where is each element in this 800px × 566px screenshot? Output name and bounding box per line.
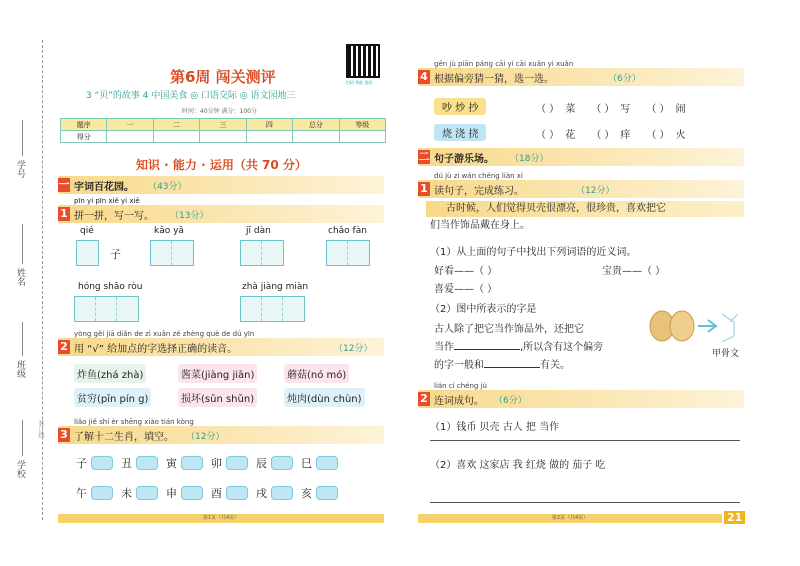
q1-writing-box[interactable] — [76, 240, 99, 266]
fill-line — [22, 120, 23, 156]
section1-badge: 一 — [58, 178, 70, 191]
zodiac-blank[interactable] — [226, 456, 248, 470]
binding-cut-mark: 装订线 — [37, 420, 44, 438]
zodiac-row-1 — [76, 455, 338, 471]
s2q1-part1: （1）从上面的句子中找出下列词语的近义词。 — [430, 247, 637, 258]
q4-score: （6分） — [608, 74, 641, 84]
section2-badge: 二 — [418, 150, 430, 163]
s2q1-score: （12分） — [576, 186, 615, 196]
s2q2-pinyin: lián cí chéng jù — [434, 382, 487, 390]
s2q2-line-2: （2）喜欢 这家店 我 红烧 做的 茄子 吃 — [430, 460, 606, 471]
score-cell[interactable] — [107, 131, 153, 143]
figure-caption: 甲骨文 — [712, 349, 740, 359]
zodiac-char: 亥 — [301, 487, 312, 500]
zodiac-char: 未 — [121, 487, 132, 500]
s2q1-part2: （2）图中所表示的字是 — [430, 304, 537, 315]
binding-margin — [0, 0, 48, 566]
fill-line — [22, 420, 23, 456]
s2q1-part2-line3-lead: 的字一般和 — [434, 360, 484, 371]
page-footer-right: 第2页（共4页） — [418, 514, 722, 523]
q1-given-char: 子 — [110, 248, 121, 261]
zodiac-blank[interactable] — [316, 456, 338, 470]
fill-line — [22, 224, 23, 264]
page-title: 第6周 闯关测评 — [170, 68, 276, 86]
score-cell[interactable] — [293, 131, 339, 143]
binding-label-name: 姓名 — [15, 268, 25, 286]
q4-blank[interactable]: （ ） — [536, 130, 560, 141]
q1-pinyin-hongshaorou: hóng shāo ròu — [78, 282, 143, 292]
q4-word: 菜 — [565, 104, 576, 115]
s2q1-blank[interactable] — [454, 349, 520, 350]
q4-row-2 — [536, 126, 686, 141]
section1-title: 字词百花园。 — [74, 182, 134, 193]
score-row-label: 得分 — [61, 131, 107, 143]
q4-blank[interactable]: （ ） — [591, 104, 615, 115]
q1-writing-box[interactable] — [240, 240, 284, 266]
s2q2-number: 2 — [418, 392, 430, 406]
qr-caption: 扫码 智能 批改 — [346, 80, 373, 85]
q4-word: 花 — [565, 130, 576, 141]
s2q2-score: （6分） — [494, 396, 527, 406]
q2-score: （12分） — [334, 344, 373, 354]
s2q1-number: 1 — [418, 182, 430, 196]
q1-writing-box[interactable] — [150, 240, 194, 266]
q1-pinyin-chaofan: chǎo fàn — [328, 226, 367, 236]
zodiac-char: 申 — [166, 487, 177, 500]
q2-choice[interactable]: 炖肉(dùn chùn) — [284, 388, 365, 407]
section1-score: （43分） — [148, 182, 187, 192]
qr-code-icon[interactable] — [346, 44, 380, 78]
q2-choice[interactable]: 贫穷(pīn pín g) — [74, 388, 151, 407]
score-cell[interactable] — [246, 131, 292, 143]
q1-pinyin-qie: qié — [80, 226, 94, 236]
q1-number: 1 — [58, 207, 70, 221]
score-cell[interactable] — [153, 131, 199, 143]
q4-blank[interactable]: （ ） — [591, 130, 615, 141]
s2q2-line-1: （1）钱币 贝壳 古人 把 当作 — [430, 422, 560, 433]
q3-number: 3 — [58, 428, 70, 442]
passage-line-1: 古时候，人们觉得贝壳很漂亮，很珍贵，喜欢把它 — [446, 203, 666, 214]
score-table-head: 四 — [246, 119, 292, 131]
answer-line[interactable] — [430, 502, 740, 503]
page-number-badge: 21 — [724, 511, 745, 524]
q1-pinyin: pīn yi pīn xiě yi xiě — [74, 197, 140, 205]
q1-pinyin-zhajiangmian: zhà jiàng miàn — [242, 282, 309, 292]
binding-label-student-id: 学号 — [15, 160, 25, 178]
q4-pinyin: gēn jù piān páng cāi yi cāi xuǎn yi xuǎn — [434, 60, 574, 68]
page-right — [412, 0, 748, 566]
score-table-head: 二 — [153, 119, 199, 131]
binding-label-class: 班级 — [15, 360, 25, 378]
q2-text: 用 “√” 给加点的字选择正确的读音。 — [74, 344, 238, 355]
lesson-subtitle: 3 “贝”的故事 4 中国美食 ◎ 口语交际 ◎ 语文园地三 — [86, 91, 296, 101]
q1-writing-box[interactable] — [74, 296, 139, 322]
zodiac-char: 子 — [76, 457, 87, 470]
zodiac-char: 巳 — [301, 457, 312, 470]
section-banner: 知识 · 能力 · 运用（共 70 分） — [136, 158, 307, 172]
q4-word: 写 — [620, 104, 631, 115]
s2q1-part2-line2-tail: ,所以含有这个偏旁 — [520, 342, 604, 353]
q4-text: 根据偏旁猜一猜，选一选。 — [434, 74, 554, 85]
q1-text: 拼一拼，写一写。 — [74, 211, 154, 222]
score-cell[interactable] — [339, 131, 385, 143]
score-table-head: 等级 — [339, 119, 385, 131]
s2q1-part2-line2-lead: 当作 — [434, 342, 454, 353]
q3-score: （12分） — [186, 432, 225, 442]
s2q1-part2-line3 — [434, 356, 570, 371]
page-footer-left: 第1页（共4页） — [58, 514, 384, 523]
zodiac-blank[interactable] — [226, 486, 248, 500]
q1-score: （13分） — [170, 211, 209, 221]
q4-blank[interactable]: （ ） — [536, 104, 560, 115]
q2-choice[interactable]: 蘑菇(nó mó) — [284, 364, 349, 383]
section2-title: 句子游乐场。 — [434, 154, 494, 165]
passage-line-2: 们当作饰品戴在身上。 — [430, 220, 530, 231]
zodiac-blank[interactable] — [271, 486, 293, 500]
s2q1-synonym-c[interactable]: 喜爱——（ ） — [434, 284, 498, 295]
shell-figure-icon — [638, 306, 744, 350]
q4-word: 闹 — [675, 104, 686, 115]
zodiac-blank[interactable] — [136, 486, 158, 500]
zodiac-char: 午 — [76, 487, 87, 500]
q2-pinyin: yòng gěi jiā diǎn de zì xuǎn zé zhèng què de dú yīn — [74, 330, 255, 338]
cut-line — [42, 40, 43, 520]
q1-writing-box[interactable] — [240, 296, 305, 322]
test-meta: 时间：40分钟 满分：100分 — [182, 108, 257, 115]
s2q1-part2-line3-tail: 有关。 — [540, 360, 570, 371]
fill-line — [22, 322, 23, 356]
s2q2-text: 连词成句。 — [434, 396, 484, 407]
answer-line[interactable] — [430, 440, 740, 441]
s2q1-synonym-b[interactable]: 宝贵——（ ） — [602, 266, 666, 277]
q1-pinyin-kaoya: kǎo yā — [154, 226, 184, 236]
q4-row-1 — [536, 100, 686, 115]
score-table-head: 三 — [200, 119, 246, 131]
q4-word: 痒 — [620, 130, 631, 141]
q2-number: 2 — [58, 340, 70, 354]
q2-choice[interactable]: 酱菜(jiàng jiān) — [178, 364, 257, 383]
zodiac-char: 酉 — [211, 487, 222, 500]
s2q1-pinyin: dú jù zi wán chéng liàn xí — [434, 172, 523, 180]
q4-word: 火 — [675, 130, 686, 141]
q1-pinyin-jidan: jī dàn — [246, 226, 271, 236]
q4-blank[interactable]: （ ） — [646, 104, 670, 115]
binding-label-school: 学校 — [15, 460, 25, 478]
zodiac-char: 卯 — [211, 457, 222, 470]
zodiac-char: 寅 — [166, 457, 177, 470]
score-table-head: 总分 — [293, 119, 339, 131]
score-cell[interactable] — [200, 131, 246, 143]
q1-writing-box[interactable] — [326, 240, 370, 266]
zodiac-row-2 — [76, 485, 338, 501]
s2q1-synonym-a[interactable]: 好看——（ ） — [434, 266, 498, 277]
zodiac-blank[interactable] — [91, 456, 113, 470]
zodiac-char: 丑 — [121, 457, 132, 470]
s2q1-text: 读句子，完成练习。 — [434, 186, 524, 197]
q4-number: 4 — [418, 70, 430, 84]
zodiac-blank[interactable] — [136, 456, 158, 470]
s2q1-blank[interactable] — [484, 367, 540, 368]
score-table-head: 一 — [107, 119, 153, 131]
q3-text: 了解十二生肖，填空。 — [74, 432, 174, 443]
s2q1-part2-line2 — [434, 338, 603, 353]
score-table — [60, 118, 386, 143]
zodiac-blank[interactable] — [91, 486, 113, 500]
q4-blank[interactable]: （ ） — [646, 130, 670, 141]
q2-choice[interactable]: 损坏(sǔn shǔn) — [178, 388, 257, 407]
zodiac-blank[interactable] — [181, 456, 203, 470]
q3-pinyin: liǎo jiě shí èr shēng xiào tián kòng — [74, 418, 194, 426]
q4-group-2: 烧 浇 挠 — [434, 124, 486, 141]
zodiac-blank[interactable] — [271, 456, 293, 470]
q4-group-1: 吵 炒 抄 — [434, 98, 486, 115]
zodiac-blank[interactable] — [181, 486, 203, 500]
s2q1-part2-line1: 古人除了把它当作饰品外，还把它 — [434, 324, 584, 335]
score-table-head: 题序 — [61, 119, 107, 131]
section2-score: （18分） — [510, 154, 549, 164]
q2-choice[interactable]: 炸鱼(zhá zhà) — [74, 364, 146, 383]
zodiac-blank[interactable] — [316, 486, 338, 500]
page-left — [52, 0, 392, 566]
zodiac-char: 戌 — [256, 487, 267, 500]
zodiac-char: 辰 — [256, 457, 267, 470]
